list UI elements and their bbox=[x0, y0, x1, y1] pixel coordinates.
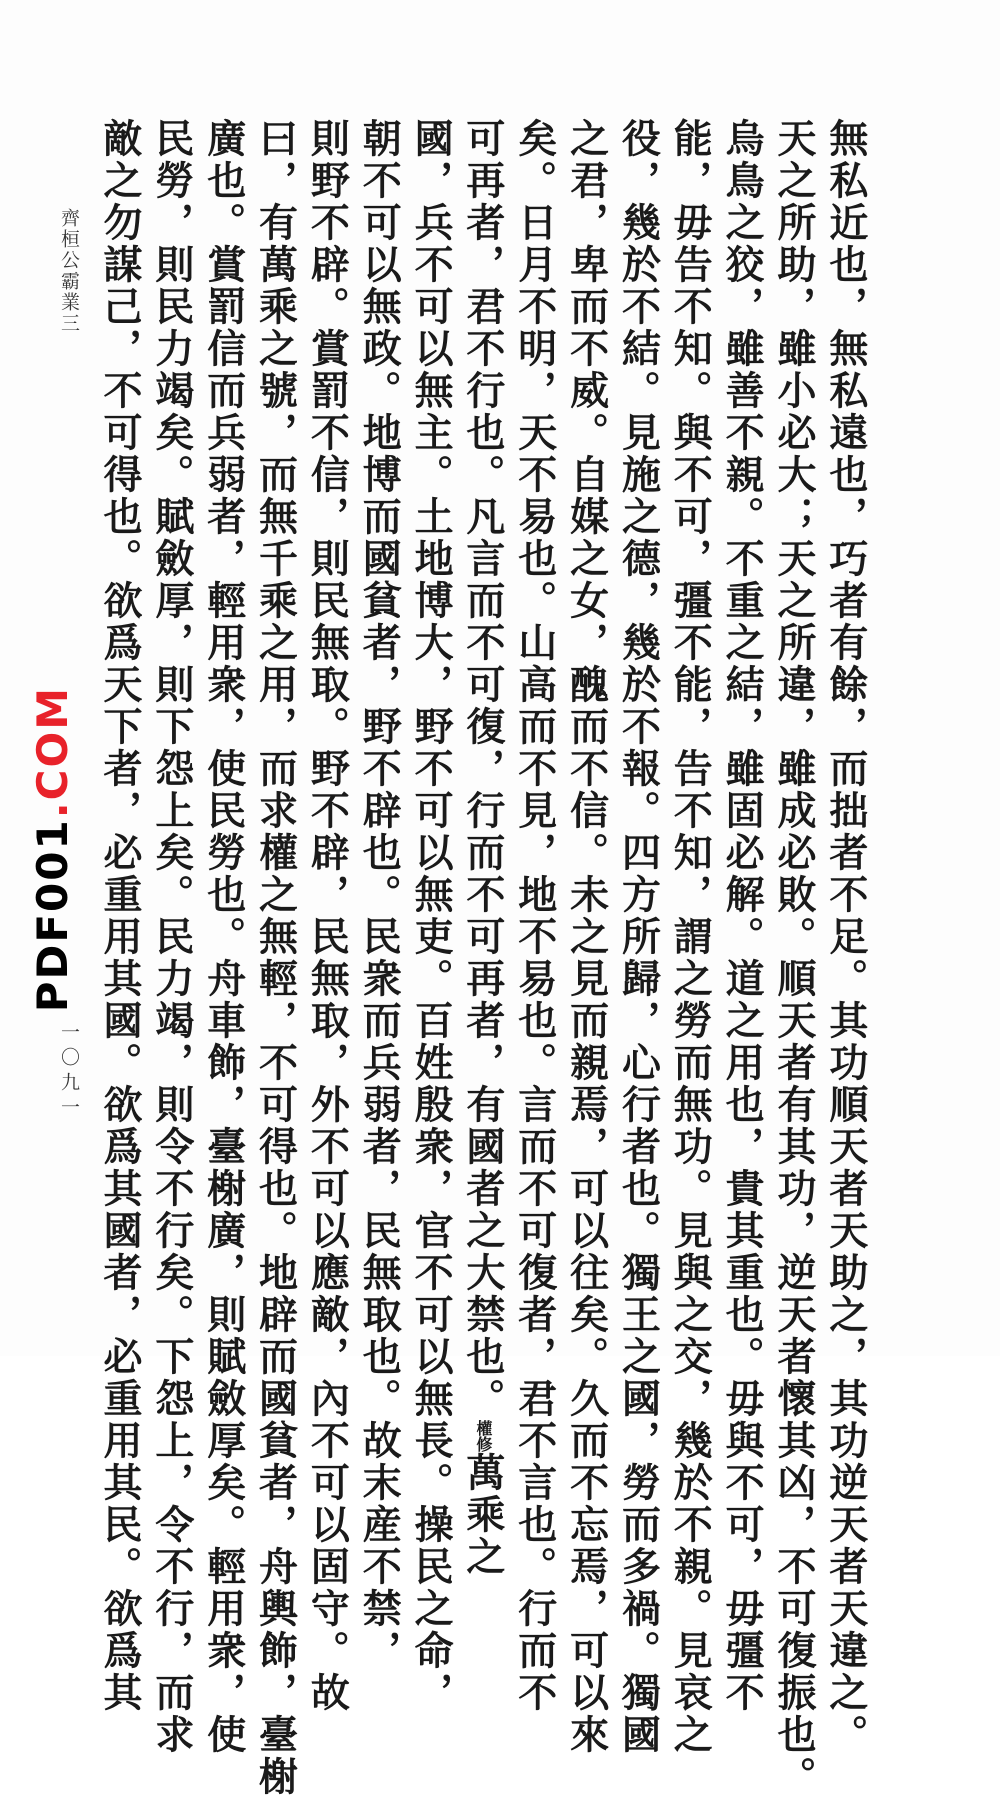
text-column-with-note bbox=[458, 118, 506, 1578]
text-column: 朝不可以無政。地博而國貧者，野不辟也。民衆而兵弱者，民無取也。故末産不禁， bbox=[356, 118, 403, 1672]
watermark-part2: .COM bbox=[28, 686, 77, 819]
text-column: 役，幾於不結。見施之德，幾於不報。四方所歸，心行者也。獨王之國，勞而多禍。獨國 bbox=[615, 118, 662, 1756]
text-column: 敵之勿謀己，不可得也。欲爲天下者，必重用其國。欲爲其國者，必重用其民。欲爲其 bbox=[97, 118, 143, 1714]
text-column: 之君，卑而不威。自媒之女，醜而不信。未之見而親焉，可以往矣。久而不忘焉，可以來 bbox=[563, 118, 610, 1756]
text-column-tail: 萬乘之 bbox=[459, 1452, 506, 1578]
watermark-part1: PDF001 bbox=[28, 818, 77, 1013]
text-column: 天之所助，雖小必大；天之所違，雖成必敗。順天者有其功，逆天者懷其凶，不可復振也。 bbox=[770, 118, 817, 1798]
text-column-body: 可再者，君不行也。凡言而不可復，行而不可再者，有國者之大禁也。 bbox=[459, 118, 506, 1420]
text-column: 則野不辟。賞罰不信，則民無取。野不辟，民無取，外不可以應敵，內不可以固守。故 bbox=[304, 118, 351, 1714]
section-note: 權修 bbox=[473, 1420, 493, 1452]
text-column: 能，毋告不知。與不可，彊不能，告不知，謂之勞而無功。見與之交，幾於不親。見哀之 bbox=[667, 118, 714, 1756]
text-column: 烏鳥之狡，雖善不親。不重之結，雖固必解。道之用也，貴其重也。毋與不可，毋彊不 bbox=[719, 118, 766, 1714]
main-text-block bbox=[95, 118, 869, 1798]
watermark bbox=[28, 686, 77, 1012]
text-column: 廣也。賞罰信而兵弱者，輕用衆，使民勞也。舟車飾，臺榭廣，則賦斂厚矣。輕用衆，使 bbox=[200, 118, 247, 1756]
text-column: 國，兵不可以無主。土地博大，野不可以無吏。百姓殷衆，官不可以無長。操民之命， bbox=[408, 118, 455, 1714]
text-column: 無私近也，無私遠也，巧者有餘，而拙者不足。其功順天者天助之，其功逆天者天違之。 bbox=[822, 118, 869, 1756]
text-column: 矣。日月不明，天不易也。山高而不見，地不易也。言而不可復者，君不言也。行而不 bbox=[511, 118, 558, 1714]
running-title: 齊桓公霸業三 bbox=[58, 208, 80, 334]
text-column: 民勞，則民力竭矣。賦斂厚，則下怨上矣。民力竭，則令不行矣。下怨上，令不行，而求 bbox=[148, 118, 195, 1756]
page-number: 一〇九一 bbox=[58, 1022, 80, 1122]
text-column: 曰，有萬乘之號，而無千乘之用，而求權之無輕，不可得也。地辟而國貧者，舟輿飾，臺榭 bbox=[252, 118, 299, 1798]
